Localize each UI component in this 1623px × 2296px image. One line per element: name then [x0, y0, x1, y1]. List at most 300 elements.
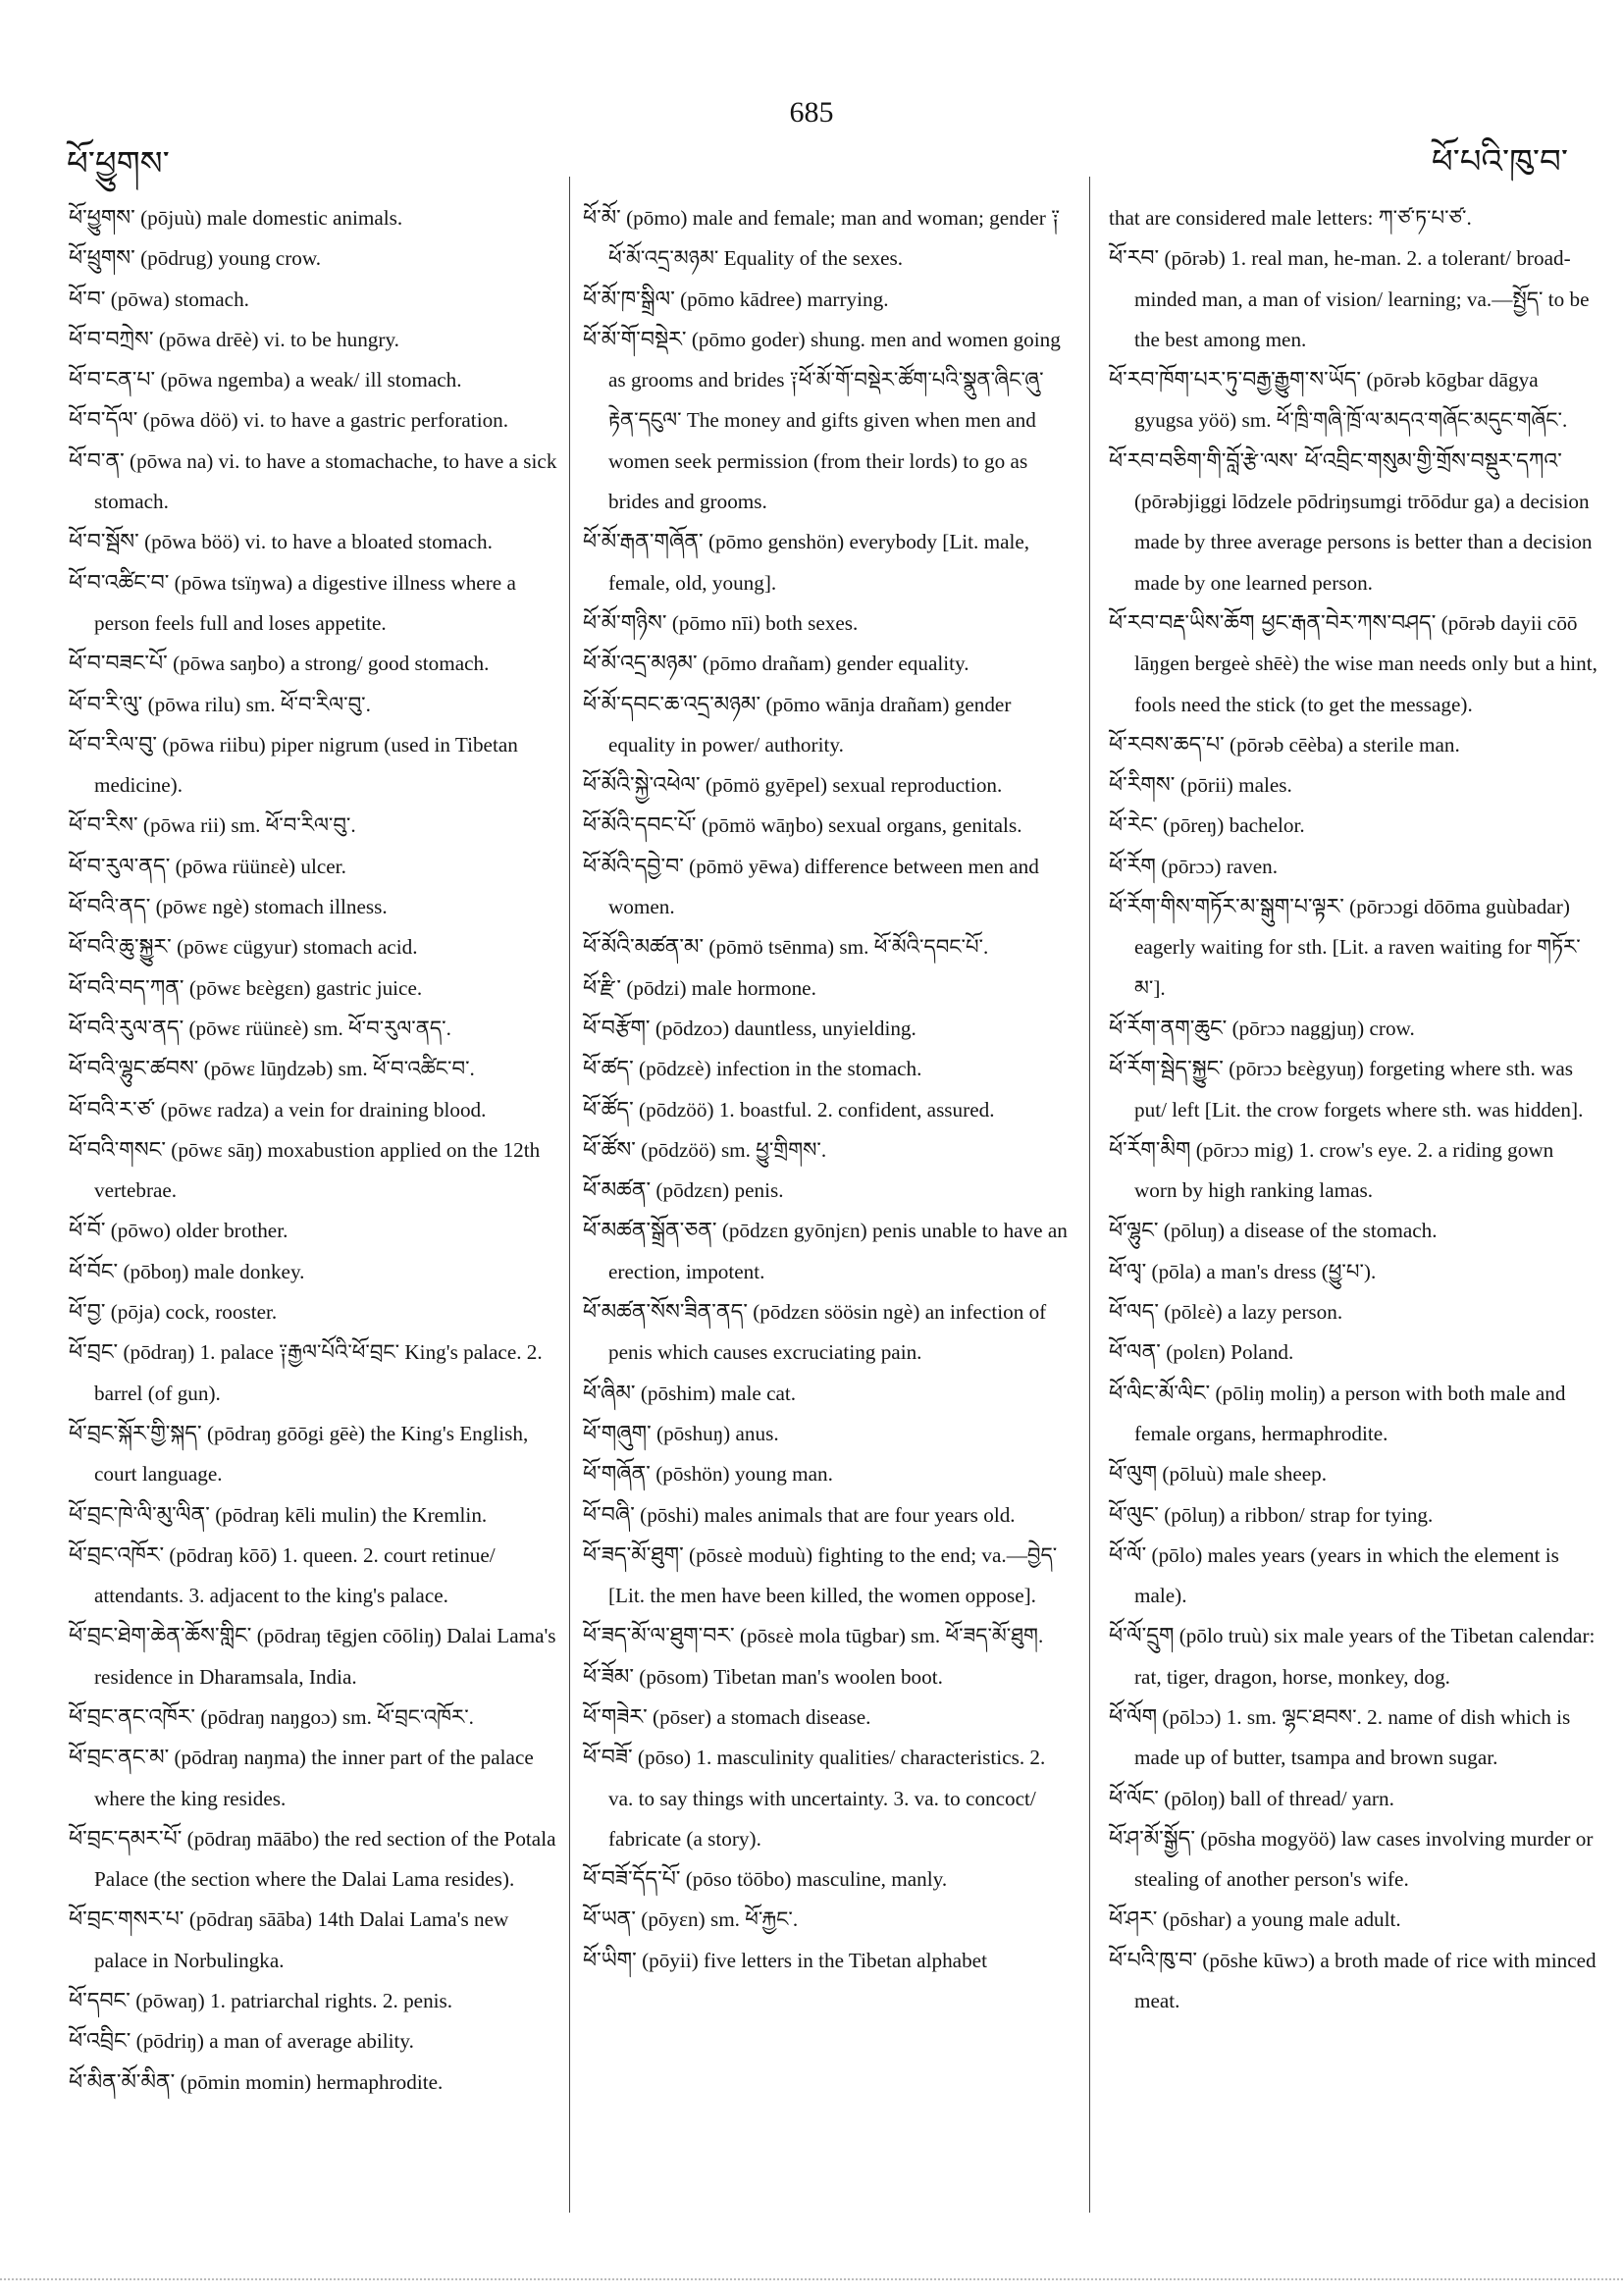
- headword-tibetan: ཕོ་བྲང་ཐེག་ཆེན་ཆོས་གླིང་: [69, 1624, 252, 1649]
- definition: a lazy person.: [1228, 1300, 1343, 1325]
- dictionary-entry: [583, 1941, 1070, 1981]
- definition: a broth made of rice with minced meat.: [1134, 1948, 1597, 2013]
- headword-tibetan: ཕོ་ཤར་: [1109, 1907, 1158, 1933]
- headword-romanization: (pōwε rüünεè): [188, 1016, 309, 1040]
- headword-romanization: (pōrəb cēèba): [1230, 732, 1343, 757]
- headword-romanization: (pōrəb dayii cōō lāŋgen bergeè shēè): [1134, 610, 1578, 676]
- dictionary-entry: [69, 1049, 559, 1089]
- headword-tibetan: ཕོ་ཡན་: [583, 1907, 636, 1933]
- definition: a digestive illness where a person feels full and loses appetite.: [94, 570, 516, 635]
- dictionary-entry: [69, 2062, 559, 2103]
- headword-romanization: (pōmo drañam): [702, 652, 832, 676]
- definition: 1. real man, he-man. 2. a tolerant/ broad-minded man, a man of vision/ learning; va.—སྤྱོད་ to be the best among men.: [1134, 246, 1590, 351]
- definition: difference between men and women.: [608, 854, 1039, 919]
- dictionary-entry: [69, 1252, 559, 1292]
- definition: moxabustion applied on the 12th vertebrae.: [94, 1137, 541, 1203]
- dictionary-entry: [1109, 1130, 1601, 1212]
- definition: male domestic animals.: [206, 206, 403, 230]
- headword-tibetan: ཕོ་བ་ན་: [69, 448, 125, 474]
- definition: sm. ཕོ་བ་རིལ་བུ་.: [231, 813, 356, 838]
- headword-tibetan: ཕོ་བའི་གསང་: [69, 1137, 166, 1163]
- definition: stomach.: [175, 287, 249, 311]
- dictionary-entry: [583, 1616, 1070, 1656]
- dictionary-entry: [583, 1536, 1070, 1617]
- headword-romanization: (pōmö gyēpel): [705, 773, 828, 798]
- dictionary-entry: [1109, 238, 1601, 360]
- headword-romanization: (pōdraŋ): [123, 1340, 195, 1365]
- dictionary-column-3: [1109, 198, 1601, 2021]
- headword-tibetan: ཕོ་བའི་བད་ཀན་: [69, 975, 184, 1001]
- dictionary-entry: [69, 847, 559, 887]
- dictionary-entry: [583, 685, 1070, 766]
- dictionary-entry: [69, 644, 559, 684]
- headword-tibetan: ཕོ་བ་བཟང་པོ་: [69, 652, 168, 677]
- headword-romanization: (pōmo kādree): [680, 287, 803, 311]
- dictionary-entry: [583, 1009, 1070, 1049]
- definition: Poland.: [1230, 1340, 1294, 1365]
- definition: a weak/ ill stomach.: [295, 368, 462, 392]
- headword-romanization: (pōmo genshön): [707, 530, 845, 554]
- definition: crow.: [1369, 1016, 1415, 1040]
- headword-tibetan: ཕོ་ཚད་: [583, 1057, 634, 1082]
- headword-romanization: (pōshar): [1162, 1907, 1232, 1932]
- headword-tibetan: ཕོ་ཟད་མོ་ལ་ཐུག་བར་: [583, 1624, 735, 1649]
- dictionary-entry: [583, 806, 1070, 846]
- dictionary-entry: [583, 644, 1070, 684]
- dictionary-entry: [69, 442, 559, 523]
- headword-tibetan: ཕོ་མོ་དབང་ཆ་འདྲ་མཉམ་: [583, 692, 761, 717]
- definition: a sterile man.: [1348, 732, 1460, 757]
- headword-tibetan: ཕོ་བྲང་ནང་མ་: [69, 1746, 170, 1771]
- headword-tibetan: ཕོ་མཚན་སྒྲོན་ཅན་: [583, 1219, 717, 1244]
- headword-tibetan: ཕོ་ལུག: [1109, 1462, 1158, 1487]
- dictionary-entry: [583, 522, 1070, 603]
- definition: bachelor.: [1229, 813, 1305, 838]
- definition: sexual organs, genitals.: [828, 813, 1022, 838]
- dictionary-entry: [1109, 1697, 1601, 1779]
- headword-tibetan: ཕོ་ལུང་: [1109, 1502, 1159, 1528]
- headword-romanization: (pōmo goder): [691, 327, 806, 351]
- headword-tibetan: ཕོ་མོའི་དབང་པོ་: [583, 813, 697, 839]
- dictionary-entry: [69, 400, 559, 441]
- dictionary-entry: [1109, 1819, 1601, 1901]
- headword-tibetan: ཕོ་བ་རིལ་བུ་: [69, 732, 158, 757]
- headword-romanization: (pōrii): [1179, 773, 1233, 798]
- definition: hermaphrodite.: [316, 2069, 444, 2094]
- definition: young crow.: [218, 246, 322, 271]
- headword-tibetan: ཕོ་ལད་: [1109, 1300, 1159, 1326]
- dictionary-entry: [69, 1130, 559, 1212]
- definition: the wise man needs only but a hint, fools need the stick (to get the message).: [1134, 652, 1597, 716]
- definition: sm. ཕྱུ་གྲིགས་.: [720, 1137, 827, 1162]
- dictionary-entry: [69, 1495, 559, 1536]
- headword-romanization: (pōmo wānja drañam): [765, 692, 950, 716]
- definition: penis unable to have an erection, impotent.: [608, 1219, 1068, 1283]
- headword-romanization: (pōwε radza): [160, 1097, 270, 1122]
- headword-tibetan: ཕོ་གཞོན་: [583, 1462, 651, 1487]
- definition: vi. to be hungry.: [263, 327, 399, 351]
- headword-tibetan: ཕོ་རོག་ནག་ཆུང་: [1109, 1016, 1228, 1041]
- guide-word-right: ཕོ་པའི་ཁུ་བ་: [1431, 144, 1568, 181]
- headword-tibetan: ཕོ་བ་དོལ་: [69, 408, 138, 434]
- headword-romanization: (pōdzεn söösin ngè): [753, 1300, 920, 1325]
- definition: 1. sm. ལྷང་ཐབས་. 2. name of dish which is made up of butter, tsampa and brown sugar.: [1134, 1704, 1571, 1770]
- definition: eagerly waiting for sth. [Lit. a raven waiting for གཏོར་མ་].: [1134, 935, 1581, 1000]
- definition: 1. masculinity qualities/ characteristics. 2. va. to say things with uncertainty. 3. va. to concoct/ fabricate (a story).: [608, 1746, 1046, 1851]
- headword-tibetan: ཕོ་བཞི་: [583, 1502, 635, 1528]
- dictionary-entry: [69, 1738, 559, 1819]
- definition: males years (years in which the element is male).: [1134, 1542, 1559, 1608]
- definition: sm. ཕོ་རྐྱང་.: [709, 1907, 799, 1932]
- headword-romanization: (pōrɔɔ bεègyuŋ): [1229, 1057, 1364, 1081]
- dictionary-entry: [1109, 1779, 1601, 1819]
- definition: 1. patriarchal rights. 2. penis.: [209, 1989, 453, 2013]
- dictionary-entry: [583, 968, 1070, 1009]
- dictionary-entry: [69, 1090, 559, 1130]
- headword-tibetan: ཕོ་ཟད་མོ་ཐུག་: [583, 1542, 684, 1568]
- headword-romanization: (pōso töōbo): [685, 1867, 792, 1892]
- definition: Dalai Lama's residence in Dharamsala, India.: [94, 1624, 556, 1689]
- dictionary-entry: [1109, 1374, 1601, 1455]
- definition: sexual reproduction.: [832, 773, 1003, 798]
- dictionary-entry: [1109, 847, 1601, 887]
- headword-tibetan: ཕོ་ཕྲུགས་: [69, 246, 135, 272]
- headword-tibetan: ཕོ་རེང་: [1109, 813, 1158, 839]
- definition: 1. crow's eye. 2. a riding gown worn by high ranking lamas.: [1134, 1137, 1554, 1203]
- headword-romanization: (pōwa tsïŋwa): [174, 570, 293, 595]
- dictionary-entry: [69, 1819, 559, 1901]
- headword-romanization: (pōdraŋ tēgjen cōōliŋ): [256, 1624, 442, 1648]
- headword-tibetan: ཕོ་ལིང་མོ་ལིང་: [1109, 1381, 1211, 1406]
- definition: shung. men and women going as grooms and brides ༑ཕོ་མོ་གོ་བསྡེར་ཚོག་པའི་སྣུན་ཞིང་ཞུ་རྟེན་དངུལ་ The money and gifts given when men and women seek permission (from their lords) to go as brides and grooms.: [608, 327, 1061, 514]
- definition: males animals that are four years old.: [704, 1502, 1016, 1527]
- headword-tibetan: ཕོ་བའི་ཆུ་སྐྱུར་: [69, 935, 172, 961]
- headword-tibetan: ཕོ་ཡིག་: [583, 1948, 637, 1973]
- definition: stomach acid.: [303, 935, 418, 960]
- headword-romanization: (pōdzεè): [639, 1057, 711, 1081]
- definition: everybody [Lit. male, female, old, young].: [608, 530, 1030, 595]
- headword-tibetan: ཕོ་མོ་རྒན་གཞོན་: [583, 530, 704, 555]
- headword-romanization: (pōsha mogyöö): [1200, 1826, 1336, 1851]
- headword-tibetan: ཕོ་ལྭ་: [1109, 1259, 1147, 1284]
- dictionary-entry: [69, 1536, 559, 1617]
- headword-romanization: (pōwa döö): [142, 408, 238, 433]
- headword-tibetan: ཕོ་བརྩོག་: [583, 1016, 651, 1041]
- definition: sm. ཕོ་བ་རུལ་ནད་.: [313, 1016, 451, 1040]
- definition: 1. queen. 2. court retinue/ attendants. 3. adjacent to the king's palace.: [94, 1542, 496, 1608]
- headword-romanization: (pōwa ngemba): [160, 368, 290, 392]
- headword-romanization: (pōloŋ): [1164, 1786, 1226, 1810]
- headword-tibetan: ཕོ་བྲང་འཁོར་: [69, 1542, 165, 1568]
- dictionary-entry: [1109, 806, 1601, 846]
- headword-romanization: (pōshim): [640, 1381, 716, 1405]
- column-divider: [1089, 177, 1090, 2213]
- headword-tibetan: ཕོ་བོང་: [69, 1259, 119, 1284]
- headword-tibetan: ཕོ་དབང་: [69, 1989, 131, 2014]
- headword-tibetan: ཕོ་མོ་གཉིས་: [583, 610, 667, 636]
- definition: raven.: [1226, 854, 1279, 878]
- definition: a disease of the stomach.: [1230, 1219, 1438, 1243]
- headword-romanization: (pōrɔɔ): [1161, 854, 1222, 878]
- headword-tibetan: ཕོ་བོ་: [69, 1219, 106, 1244]
- definition: vi. to have a stomachache, to have a sick stomach.: [94, 448, 557, 514]
- headword-romanization: (pōdraŋ māābo): [186, 1826, 320, 1851]
- definition: a person with both male and female organs, hermaphrodite.: [1134, 1381, 1566, 1445]
- definition: infection in the stomach.: [715, 1057, 922, 1081]
- headword-romanization: (pōdraŋ kōō): [169, 1542, 278, 1567]
- headword-romanization: (pōwε ngè): [155, 895, 250, 919]
- headword-romanization: (polεn): [1166, 1340, 1226, 1365]
- headword-romanization: (pōwε bεègεn): [188, 975, 311, 1000]
- headword-romanization: (pōlo truù): [1178, 1624, 1269, 1648]
- definition: sm. ཕོ་མོའི་དབང་པོ་.: [839, 935, 989, 960]
- dictionary-entry: [583, 1697, 1070, 1738]
- definition: male donkey.: [193, 1259, 305, 1283]
- headword-tibetan: ཕོ་མོ་ཁ་སྒྲིལ་: [583, 287, 675, 312]
- dictionary-entry: [69, 1292, 559, 1332]
- dictionary-entry: [1109, 1616, 1601, 1697]
- headword-tibetan: ཕོ་བཟོ་: [583, 1746, 633, 1771]
- dictionary-entry: [69, 1332, 559, 1414]
- definition: male sheep.: [1229, 1462, 1328, 1487]
- dictionary-entry: [1109, 887, 1601, 1009]
- dictionary-entry: [1109, 1495, 1601, 1536]
- definition: a decision made by three average persons is better than a decision made by one learned person.: [1134, 490, 1593, 595]
- dictionary-entry: [583, 1171, 1070, 1211]
- headword-romanization: (pōdraŋ gōōgi gēè): [206, 1421, 366, 1445]
- headword-tibetan: ཕོ་ལན་: [1109, 1340, 1161, 1366]
- definition: Tibetan man's woolen boot.: [713, 1664, 943, 1689]
- definition: forgeting where sth. was put/ left [Lit. the crow forgets where sth. was hidden].: [1134, 1057, 1584, 1122]
- headword-romanization: (pōdraŋ kēli mulin): [215, 1502, 377, 1527]
- headword-romanization: (pōwε sāŋ): [171, 1137, 263, 1162]
- dictionary-entry: [1109, 198, 1601, 238]
- headword-tibetan: ཕོ་བ་རིས་: [69, 813, 138, 839]
- headword-tibetan: ཕོ་མོ་: [583, 206, 621, 231]
- headword-tibetan: ཕོ་མོའི་དབྱེ་བ་: [583, 854, 684, 879]
- headword-romanization: (pōwa riibu): [162, 732, 266, 757]
- headword-romanization: (pōshön): [655, 1462, 730, 1487]
- dictionary-entry: [69, 968, 559, 1009]
- headword-tibetan: ཕོ་བ་ངན་པ་: [69, 368, 156, 393]
- definition: a young male adult.: [1236, 1907, 1401, 1932]
- dictionary-entry: [69, 1414, 559, 1495]
- headword-tibetan: ཕོ་མོའི་སྐྱེ་འཕེལ་: [583, 773, 701, 799]
- definition: gastric juice.: [315, 975, 423, 1000]
- headword-tibetan: ཕོ་འབྲིང་: [69, 2029, 131, 2055]
- headword-tibetan: ཕོ་ལོ་: [1109, 1542, 1147, 1568]
- definition: older brother.: [176, 1219, 288, 1243]
- headword-romanization: (pōla): [1151, 1259, 1202, 1283]
- definition: vi. to have a bloated stomach.: [244, 530, 493, 554]
- headword-tibetan: ཕོ་བ་རི་ལུ་: [69, 692, 143, 717]
- headword-romanization: (pōdraŋ sāāba): [188, 1907, 313, 1932]
- headword-tibetan: ཕོ་པའི་ཁུ་བ་: [1109, 1948, 1198, 1973]
- headword-tibetan: ཕོ་ཞིམ་: [583, 1381, 636, 1406]
- headword-tibetan: ཕོ་བ་: [69, 287, 106, 312]
- definition: cock, rooster.: [165, 1300, 278, 1325]
- headword-tibetan: ཕོ་བའི་ར་ཙ་: [69, 1097, 156, 1122]
- headword-tibetan: ཕོ་རབ་: [1109, 246, 1160, 272]
- dictionary-entry: [69, 725, 559, 807]
- definition: ulcer.: [300, 854, 346, 878]
- headword-romanization: (pōrɔɔ naggjuŋ): [1231, 1016, 1365, 1040]
- headword-romanization: (pōwo): [110, 1219, 171, 1243]
- dictionary-entry: [1109, 765, 1601, 806]
- dictionary-entry: [1109, 360, 1601, 442]
- dictionary-entry: [1109, 1292, 1601, 1332]
- definition: that are considered male letters: ཀ་ཙ་ཏ་པ་ཙ་.: [1109, 206, 1472, 230]
- dictionary-entry: [583, 1900, 1070, 1940]
- dictionary-entry: [1109, 1941, 1601, 2022]
- headword-romanization: (pōmö wāŋbo): [701, 813, 823, 838]
- dictionary-entry: [69, 1900, 559, 1981]
- headword-tibetan: ཕོ་མོ་གོ་བསྡེར་: [583, 327, 687, 352]
- headword-romanization: (pōser): [653, 1704, 712, 1729]
- dictionary-entry: [583, 1414, 1070, 1454]
- definition: five letters in the Tibetan alphabet: [704, 1948, 987, 1972]
- definition: masculine, manly.: [796, 1867, 948, 1892]
- definition: the King's English, court language.: [94, 1421, 529, 1487]
- headword-romanization: (pōwε lūŋdzəb): [203, 1057, 334, 1081]
- headword-tibetan: ཕོ་མཚན་སོས་ཟིན་ནད་: [583, 1300, 748, 1326]
- dictionary-entry: [1109, 1536, 1601, 1617]
- headword-romanization: (pōrɔɔ mig): [1195, 1137, 1294, 1162]
- definition: the inner part of the palace where the king resides.: [94, 1746, 534, 1810]
- headword-tibetan: ཕོ་མཚན་: [583, 1178, 652, 1204]
- dictionary-entry: [1109, 1454, 1601, 1494]
- dictionary-entry: [1109, 1211, 1601, 1251]
- headword-romanization: (pōdriŋ): [135, 2029, 204, 2054]
- headword-romanization: (pōwaŋ): [135, 1989, 205, 2013]
- headword-tibetan: ཕོ་ཚོས་: [583, 1137, 636, 1163]
- headword-tibetan: ཕོ་ཤ་མོ་སྒྱོད་: [1109, 1826, 1195, 1852]
- headword-romanization: (pōsεè mola tūgbar): [739, 1624, 906, 1648]
- headword-romanization: (pōmin momin): [180, 2069, 312, 2094]
- dictionary-entry: [69, 1009, 559, 1049]
- definition: piper nigrum (used in Tibetan medicine).: [94, 732, 518, 798]
- headword-romanization: (pōsom): [639, 1664, 708, 1689]
- definition: 1. boastful. 2. confident, assured.: [718, 1097, 995, 1122]
- headword-tibetan: ཕོ་རོག: [1109, 854, 1156, 879]
- headword-romanization: (pōwa na): [130, 448, 214, 473]
- definition: six male years of the Tibetan calendar: rat, tiger, dragon, horse, monkey, dog.: [1134, 1624, 1596, 1689]
- headword-tibetan: ཕོ་མོའི་མཚན་མ་: [583, 935, 705, 961]
- dictionary-entry: [583, 1130, 1070, 1171]
- headword-romanization: (pōdzöö): [641, 1137, 716, 1162]
- definition: a ribbon/ strap for tying.: [1230, 1502, 1434, 1527]
- headword-tibetan: ཕོ་ལྷུང་: [1109, 1219, 1159, 1244]
- headword-tibetan: ཕོ་བྲང་ཁེ་ལི་མུ་ལིན་: [69, 1502, 210, 1528]
- definition: sm. ཕོ་ཁྲི་གཞི་ཁྲོ་ལ་མདའ་གཞོང་མདུང་གཞོང་.: [1241, 408, 1568, 433]
- dictionary-column-1: [69, 198, 559, 2103]
- definition: an infection of penis which causes excruciating pain.: [608, 1300, 1047, 1365]
- definition: gender equality.: [836, 652, 969, 676]
- dictionary-entry: [583, 1657, 1070, 1697]
- dictionary-entry: [69, 522, 559, 562]
- headword-romanization: (pōjuù): [140, 206, 202, 230]
- headword-tibetan: ཕོ་ཟོམ་: [583, 1664, 634, 1690]
- dictionary-entry: [583, 1211, 1070, 1292]
- headword-romanization: (pōluŋ): [1164, 1502, 1226, 1527]
- headword-tibetan: ཕོ་ཚོད་: [583, 1097, 634, 1122]
- headword-romanization: (pōdraŋ naŋma): [174, 1746, 306, 1770]
- headword-romanization: (pōdzoɔ): [654, 1016, 730, 1040]
- dictionary-entry: [69, 927, 559, 967]
- definition: a man of average ability.: [209, 2029, 414, 2054]
- scan-edge: [0, 2278, 1623, 2280]
- headword-tibetan: ཕོ་བྱ་: [69, 1300, 106, 1326]
- dictionary-entry: [69, 1211, 559, 1251]
- headword-romanization: (pōlεè): [1164, 1300, 1223, 1325]
- dictionary-entry: [69, 806, 559, 846]
- headword-romanization: (pōdzöö): [639, 1097, 714, 1122]
- dictionary-entry: [583, 847, 1070, 928]
- headword-tibetan: ཕོ་བ་བཀྲེས་: [69, 327, 154, 352]
- guide-word-left: ཕོ་ཕྱུགས་: [67, 146, 170, 183]
- definition: vi. to have a gastric perforation.: [243, 408, 509, 433]
- headword-romanization: (pōdzεn): [655, 1178, 730, 1203]
- headword-tibetan: ཕོ་བའི་ལྷུང་ཚབས་: [69, 1057, 199, 1082]
- headword-romanization: (pōja): [110, 1300, 161, 1325]
- dictionary-entry: [69, 198, 559, 238]
- headword-romanization: (pōlɔɔ): [1162, 1704, 1222, 1729]
- definition: young man.: [734, 1462, 833, 1487]
- definition: 1. palace ༑རྒྱལ་པོའི་ཕོ་བྲང་ King's palace. 2. barrel (of gun).: [94, 1340, 543, 1405]
- dictionary-entry: [583, 1738, 1070, 1859]
- dictionary-entry: [1109, 1009, 1601, 1049]
- definition: penis.: [734, 1178, 784, 1203]
- headword-tibetan: ཕོ་ཕྱུགས་: [69, 206, 135, 231]
- dictionary-entry: [583, 280, 1070, 320]
- dictionary-entry: [583, 1495, 1070, 1536]
- dictionary-entry: [69, 887, 559, 927]
- definition: a stomach disease.: [716, 1704, 871, 1729]
- dictionary-entry: [1109, 725, 1601, 765]
- headword-tibetan: ཕོ་བའི་ནད་: [69, 895, 151, 920]
- dictionary-entry: [69, 1616, 559, 1697]
- headword-tibetan: ཕོ་མོ་འདྲ་མཉམ་: [583, 652, 698, 677]
- definition: both sexes.: [765, 610, 859, 635]
- headword-tibetan: ཕོ་བ་འཚིང་བ་: [69, 570, 170, 596]
- column-divider: [569, 177, 570, 2213]
- headword-tibetan: ཕོ་རིགས་: [1109, 773, 1176, 799]
- dictionary-entry: [583, 1292, 1070, 1374]
- definition: sm. ཕོ་བ་འཚིང་བ་.: [338, 1057, 475, 1081]
- headword-romanization: (pōmo nīi): [671, 610, 760, 635]
- dictionary-entry: [583, 1374, 1070, 1414]
- definition: gender equality in power/ authority.: [608, 692, 1012, 757]
- dictionary-entry: [583, 765, 1070, 806]
- headword-tibetan: ཕོ་རབ་བརྡ་ཡིས་ཆོག ཕྱང་རྒན་བེར་ཀས་བཤད་: [1109, 610, 1437, 636]
- headword-romanization: (pōmo): [626, 206, 688, 230]
- page-number: 685: [789, 96, 834, 129]
- dictionary-entry: [583, 603, 1070, 644]
- headword-tibetan: ཕོ་གཞུག་: [583, 1421, 652, 1446]
- dictionary-entry: [69, 320, 559, 360]
- definition: stomach illness.: [254, 895, 388, 919]
- headword-tibetan: ཕོ་གཟེར་: [583, 1704, 648, 1730]
- dictionary-entry: [1109, 1900, 1601, 1940]
- definition: sm. ཕོ་ཟད་མོ་ཐུག.: [911, 1624, 1044, 1648]
- dictionary-entry: [1109, 1332, 1601, 1373]
- headword-romanization: (pōliŋ moliŋ): [1215, 1381, 1326, 1405]
- headword-romanization: (pōwa): [110, 287, 170, 311]
- headword-tibetan: ཕོ་བཟོ་དོད་པོ་: [583, 1867, 681, 1893]
- headword-romanization: (pōwa böö): [144, 530, 240, 554]
- headword-tibetan: ཕོ་རོག་སྦེད་སྐྱུང་: [1109, 1057, 1224, 1082]
- dictionary-entry: [1109, 603, 1601, 725]
